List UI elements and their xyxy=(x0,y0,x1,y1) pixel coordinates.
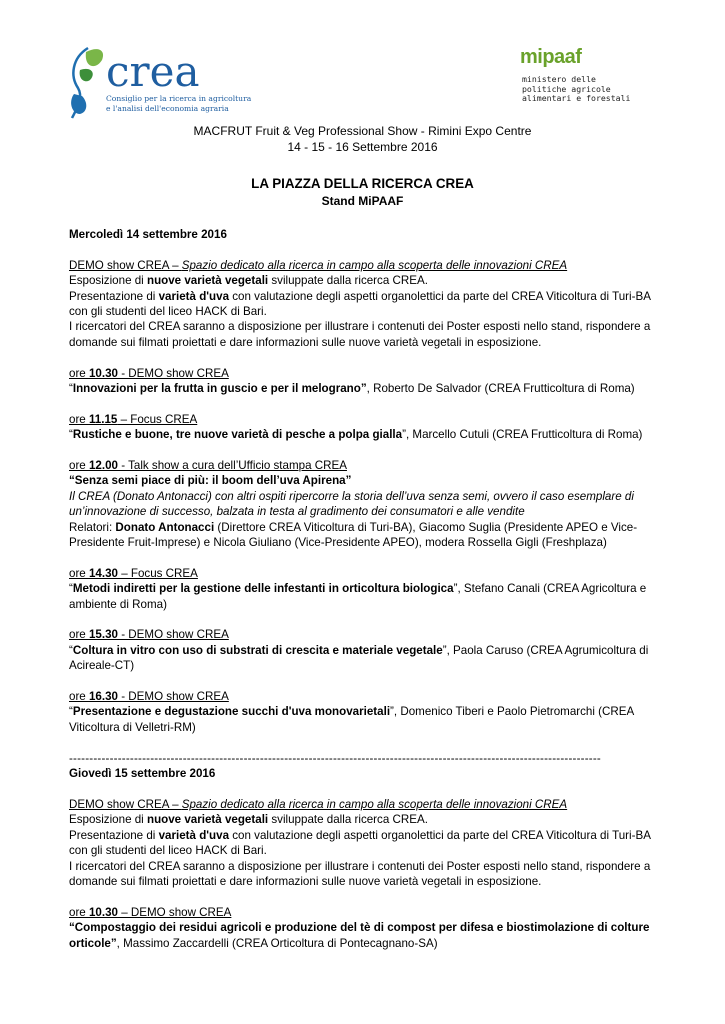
crea-logo xyxy=(66,40,252,122)
event-item: ore 15.30 - DEMO show CREA “Coltura in vitro con uso di substrati di crescita e materiale vegetale”, Paola Caruso (CREA Agrumicoltura di Acireale-CT) xyxy=(69,627,661,673)
crea-emblem-icon xyxy=(66,40,252,122)
event-time: ore 12.00 - Talk show a cura dell’Ufficio stampa CREA xyxy=(69,459,347,473)
event-time: ore 16.30 - DEMO show CREA xyxy=(69,690,229,704)
event-time: ore 11.15 – Focus CREA xyxy=(69,412,198,426)
svg-text:e l'analisi dell'economia agra: e l'analisi dell'economia agraria xyxy=(106,104,229,113)
mipaaf-logo xyxy=(520,46,631,120)
event-item: ore 16.30 - DEMO show CREA “Presentazione e degustazione succhi d'uva monovarietali”, Domenico Tiberi e Paolo Pietromarchi (CREA Viticoltura di Velletri-RM) xyxy=(69,689,661,735)
event-item: ore 12.00 - Talk show a cura dell’Ufficio stampa CREA “Senza semi piace di più: il boom dell’uva Apirena” Il CREA (Donato Antonacci) con altri ospiti ripercorre la storia dell’uva senza semi, ovvero il caso esemplare di un’innovazione di successo, balzata in testa al gradimento dei consumatori e alle vendite Relatori: Donato Antonacci (Direttore CREA Viticoltura di Turi-BA), Giacomo Suglia (Presidente APEO e Vice- Presidente Fruit-Imprese) e Nicola Giuliano (Vice-Presidente APEO), modera Rossella Gigli (Freshplaza) xyxy=(69,458,661,550)
page-subtitle: Stand MiPAAF xyxy=(321,194,404,208)
event-time: ore 15.30 - DEMO show CREA xyxy=(69,628,229,642)
event-time: ore 14.30 – Focus CREA xyxy=(69,566,198,580)
demo-heading: DEMO show CREA – Spazio dedicato alla ricerca in campo alla scoperta delle innovazioni CREA xyxy=(69,797,568,811)
event-item: ore 14.30 – Focus CREA “Metodi indiretti per la gestione delle infestanti in orticoltura biologica”, Stefano Canali (CREA Agricoltura e ambiente di Roma) xyxy=(69,566,661,612)
day-heading: Mercoledì 14 settembre 2016 xyxy=(69,228,227,241)
event-time: ore 10.30 – DEMO show CREA xyxy=(69,905,232,919)
page-title: LA PIAZZA DELLA RICERCA CREA xyxy=(251,176,474,191)
demo-heading: DEMO show CREA – Spazio dedicato alla ricerca in campo alla scoperta delle innovazioni CREA xyxy=(69,258,568,272)
event-item: ore 10.30 – DEMO show CREA “Compostaggio dei residui agricoli e produzione del tè di compost per difesa e biostimolazione di colture orticole”, Massimo Zaccardelli (CREA Orticoltura di Pontecagnano-SA) xyxy=(69,905,661,951)
svg-text:Consiglio per la ricerca in ag: Consiglio per la ricerca in agricoltura xyxy=(106,94,252,103)
demo-section: DEMO show CREA – Spazio dedicato alla ricerca in campo alla scoperta delle innovazioni CREA Esposizione di nuove varietà vegetali sviluppate dalla ricerca CREA. Presentazione di varietà d'uva con valutazione degli aspetti organolettici da parte del CREA Viticoltura di Turi-BA con gli studenti del liceo HACK di Bari. I ricercatori del CREA saranno a disposizione per illustrare i contenuti dei Poster esposti nello stand, rispondere a domande sui filmati proiettati e dare informazioni sulle nuove varietà vegetali in esposizione. xyxy=(69,797,661,889)
demo-section: DEMO show CREA – Spazio dedicato alla ricerca in campo alla scoperta delle innovazioni CREA Esposizione di nuove varietà vegetali sviluppate dalla ricerca CREA. Presentazione di varietà d'uva con valutazione degli aspetti organolettici da parte del CREA Viticoltura di Turi-BA con gli studenti del liceo HACK di Bari. I ricercatori del CREA saranno a disposizione per illustrare i contenuti dei Poster esposti nello stand, rispondere a domande sui filmati proiettati e dare informazioni sulle nuove varietà vegetali in esposizione. xyxy=(69,258,661,350)
svg-text:crea: crea xyxy=(106,47,200,96)
day-heading: Giovedì 15 settembre 2016 xyxy=(69,767,216,781)
event-item: ore 10.30 - DEMO show CREA “Innovazioni per la frutta in guscio e per il melograno”, Roberto De Salvador (CREA Frutticoltura di Roma) xyxy=(69,366,661,397)
mipaaf-wordmark: mipaaf xyxy=(520,46,582,68)
event-line: MACFRUT Fruit & Veg Professional Show - Rimini Expo Centre xyxy=(193,124,532,138)
divider: ----------------------------------------------------------------------------------------------------------------------------------- xyxy=(69,751,601,765)
event-item: ore 11.15 – Focus CREA “Rustiche e buone, tre nuove varietà di pesche a polpa gialla”, Marcello Cutuli (CREA Frutticoltura di Roma) xyxy=(69,412,661,443)
mipaaf-ministry-text: ministero delle politiche agricole alimentari e forestali xyxy=(522,74,631,104)
event-dates: 14 - 15 - 16 Settembre 2016 xyxy=(287,140,438,154)
program-content xyxy=(69,227,661,966)
event-time: ore 10.30 - DEMO show CREA xyxy=(69,366,229,380)
